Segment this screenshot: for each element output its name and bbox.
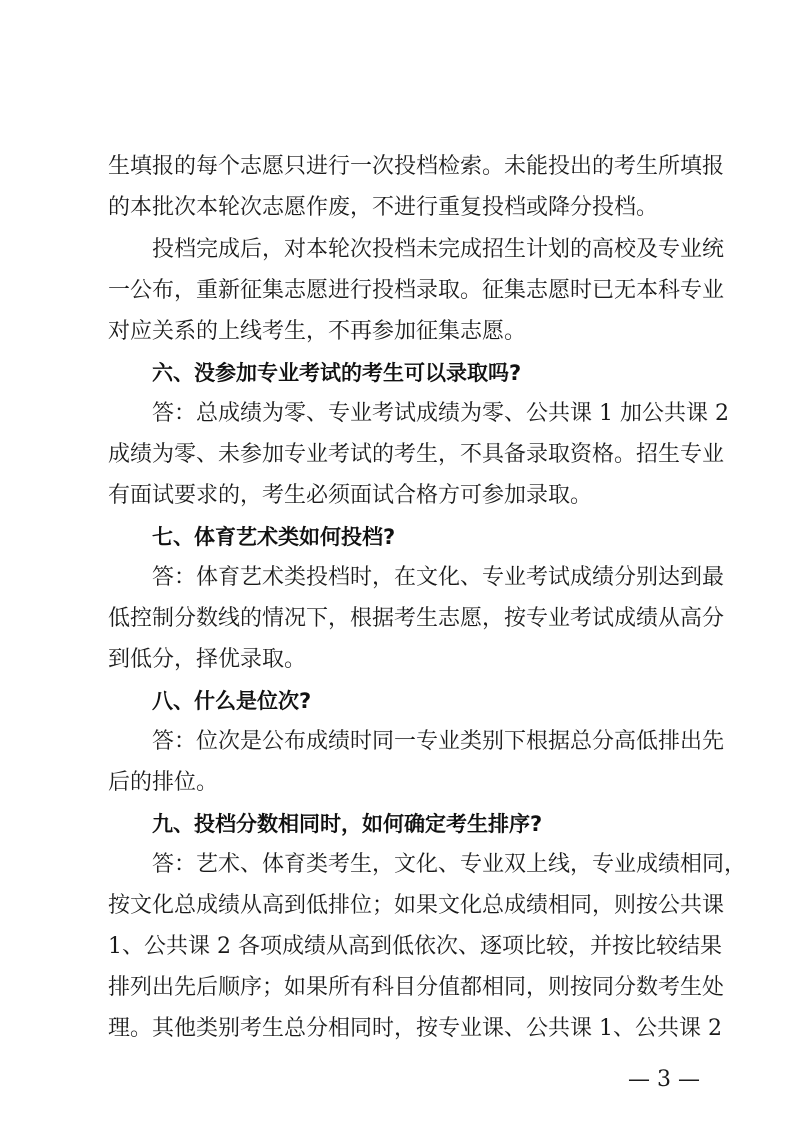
- paragraph-line: 后的排位。: [108, 770, 219, 795]
- paragraph-line: 到低分，择优录取。: [108, 647, 307, 672]
- paragraph-line: 答：总成绩为零、专业考试成绩为零、公共课 1 加公共课 2: [152, 401, 729, 426]
- paragraph-line: 按文化总成绩从高到低排位；如果文化总成绩相同，则按公共课: [108, 893, 725, 918]
- paragraph-line: 答：体育艺术类投档时，在文化、专业考试成绩分别达到最: [152, 565, 725, 590]
- paragraph-line: 低控制分数线的情况下，根据考生志愿，按专业考试成绩从高分: [108, 606, 725, 631]
- paragraph-line: 答：艺术、体育类考生，文化、专业双上线，专业成绩相同，: [152, 852, 747, 877]
- paragraph-line: 排列出先后顺序；如果所有科目分值都相同，则按同分数考生处: [108, 975, 725, 1000]
- section-heading: 九、投档分数相同时，如何确定考生排序?: [152, 812, 543, 836]
- page-number: — 3 —: [628, 1067, 700, 1092]
- section-heading: 六、没参加专业考试的考生可以录取吗?: [152, 361, 522, 385]
- paragraph-line: 对应关系的上线考生，不再参加征集志愿。: [108, 319, 527, 344]
- paragraph-line: 1、公共课 2 各项成绩从高到低依次、逐项比较，并按比较结果: [108, 934, 722, 959]
- paragraph-line: 成绩为零、未参加专业考试的考生，不具备录取资格。招生专业: [108, 442, 725, 467]
- paragraph-line: 的本批次本轮次志愿作废，不进行重复投档或降分投档。: [108, 195, 659, 220]
- paragraph-line: 一公布，重新征集志愿进行投档录取。征集志愿时已无本科专业: [108, 278, 725, 303]
- paragraph-line: 理。其他类别考生总分相同时，按专业课、公共课 1、公共课 2: [108, 1016, 722, 1041]
- section-heading: 七、体育艺术类如何投档?: [152, 525, 396, 549]
- paragraph-line: 有面试要求的，考生必须面试合格方可参加录取。: [108, 483, 593, 508]
- section-heading: 八、什么是位次?: [152, 689, 312, 713]
- paragraph-line: 投档完成后，对本轮次投档未完成招生计划的高校及专业统: [152, 237, 725, 262]
- paragraph-line: 答：位次是公布成绩时同一专业类别下根据总分高低排出先: [152, 729, 725, 754]
- paragraph-line: 生填报的每个志愿只进行一次投档检索。未能投出的考生所填报: [108, 154, 725, 179]
